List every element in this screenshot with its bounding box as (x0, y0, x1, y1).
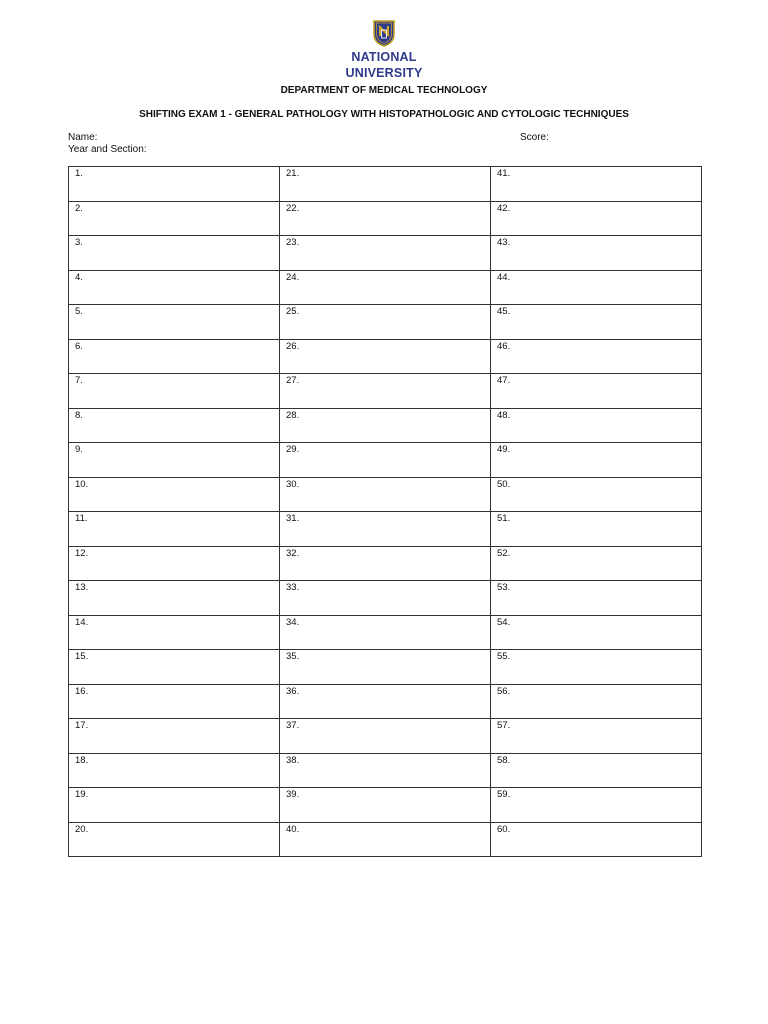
answer-cell[interactable]: 32. (280, 546, 491, 581)
answer-cell[interactable]: 51. (491, 512, 702, 547)
university-logo (0, 18, 768, 79)
answer-cell[interactable]: 46. (491, 339, 702, 374)
answer-cell[interactable]: 6. (69, 339, 280, 374)
answer-cell[interactable]: 47. (491, 374, 702, 409)
answer-cell[interactable]: 37. (280, 719, 491, 754)
answer-row (69, 374, 702, 409)
answer-cell[interactable]: 42. (491, 201, 702, 236)
answer-cell[interactable]: 13. (69, 581, 280, 616)
answer-cell[interactable]: 24. (280, 270, 491, 305)
answer-cell[interactable]: 44. (491, 270, 702, 305)
answer-cell[interactable]: 55. (491, 650, 702, 685)
answer-cell[interactable]: 36. (280, 684, 491, 719)
answer-row (69, 615, 702, 650)
answer-cell[interactable]: 57. (491, 719, 702, 754)
answer-cell[interactable]: 50. (491, 477, 702, 512)
answer-row (69, 581, 702, 616)
answer-cell[interactable]: 2. (69, 201, 280, 236)
answer-cell[interactable]: 35. (280, 650, 491, 685)
answer-cell[interactable]: 12. (69, 546, 280, 581)
answer-cell[interactable]: 27. (280, 374, 491, 409)
answer-cell[interactable]: 38. (280, 753, 491, 788)
answer-cell[interactable]: 5. (69, 305, 280, 340)
answer-cell[interactable]: 40. (280, 822, 491, 857)
answer-cell[interactable]: 7. (69, 374, 280, 409)
answer-cell[interactable]: 8. (69, 408, 280, 443)
answer-cell[interactable]: 53. (491, 581, 702, 616)
answer-row (69, 650, 702, 685)
answer-cell[interactable]: 43. (491, 236, 702, 271)
answer-row (69, 305, 702, 340)
answer-row (69, 201, 702, 236)
answer-row (69, 270, 702, 305)
answer-cell[interactable]: 1. (69, 167, 280, 202)
answer-sheet-table (68, 166, 702, 857)
answer-cell[interactable]: 4. (69, 270, 280, 305)
answer-cell[interactable]: 22. (280, 201, 491, 236)
answer-cell[interactable]: 9. (69, 443, 280, 478)
answer-cell[interactable]: 58. (491, 753, 702, 788)
answer-row (69, 753, 702, 788)
answer-cell[interactable]: 33. (280, 581, 491, 616)
score-label: Score: (520, 132, 549, 143)
answer-cell[interactable]: 15. (69, 650, 280, 685)
answer-cell[interactable]: 23. (280, 236, 491, 271)
answer-cell[interactable]: 59. (491, 788, 702, 823)
answer-cell[interactable]: 56. (491, 684, 702, 719)
answer-cell[interactable]: 25. (280, 305, 491, 340)
answer-cell[interactable]: 11. (69, 512, 280, 547)
answer-cell[interactable]: 60. (491, 822, 702, 857)
answer-row (69, 788, 702, 823)
answer-row (69, 236, 702, 271)
answer-cell[interactable]: 41. (491, 167, 702, 202)
exam-title: SHIFTING EXAM 1 - GENERAL PATHOLOGY WITH HISTOPATHOLOGIC AND CYTOLOGIC TECHNIQUES (139, 109, 629, 120)
answer-row (69, 443, 702, 478)
answer-row (69, 822, 702, 857)
answer-cell[interactable]: 28. (280, 408, 491, 443)
answer-cell[interactable]: 19. (69, 788, 280, 823)
answer-cell[interactable]: 48. (491, 408, 702, 443)
answer-row (69, 408, 702, 443)
answer-cell[interactable]: 17. (69, 719, 280, 754)
answer-row (69, 546, 702, 581)
answer-cell[interactable]: 10. (69, 477, 280, 512)
answer-cell[interactable]: 45. (491, 305, 702, 340)
answer-cell[interactable]: 20. (69, 822, 280, 857)
answer-cell[interactable]: 52. (491, 546, 702, 581)
logo-wordmark-national: NATIONAL (351, 50, 417, 64)
answer-cell[interactable]: 21. (280, 167, 491, 202)
answer-cell[interactable]: 26. (280, 339, 491, 374)
logo-wordmark-university: UNIVERSITY (345, 65, 423, 80)
answer-cell[interactable]: 30. (280, 477, 491, 512)
university-seal-icon (367, 18, 401, 48)
answer-cell[interactable]: 31. (280, 512, 491, 547)
answer-cell[interactable]: 14. (69, 615, 280, 650)
name-label: Name: (68, 132, 98, 143)
answer-cell[interactable]: 29. (280, 443, 491, 478)
answer-row (69, 684, 702, 719)
answer-row (69, 512, 702, 547)
answer-cell[interactable]: 39. (280, 788, 491, 823)
answer-cell[interactable]: 3. (69, 236, 280, 271)
answer-cell[interactable]: 54. (491, 615, 702, 650)
department-heading: DEPARTMENT OF MEDICAL TECHNOLOGY (280, 85, 488, 96)
answer-row (69, 339, 702, 374)
answer-row (69, 719, 702, 754)
answer-row (69, 477, 702, 512)
answer-cell[interactable]: 18. (69, 753, 280, 788)
answer-row (69, 167, 702, 202)
answer-cell[interactable]: 16. (69, 684, 280, 719)
answer-cell[interactable]: 49. (491, 443, 702, 478)
year-section-label: Year and Section: (68, 144, 147, 155)
answer-cell[interactable]: 34. (280, 615, 491, 650)
